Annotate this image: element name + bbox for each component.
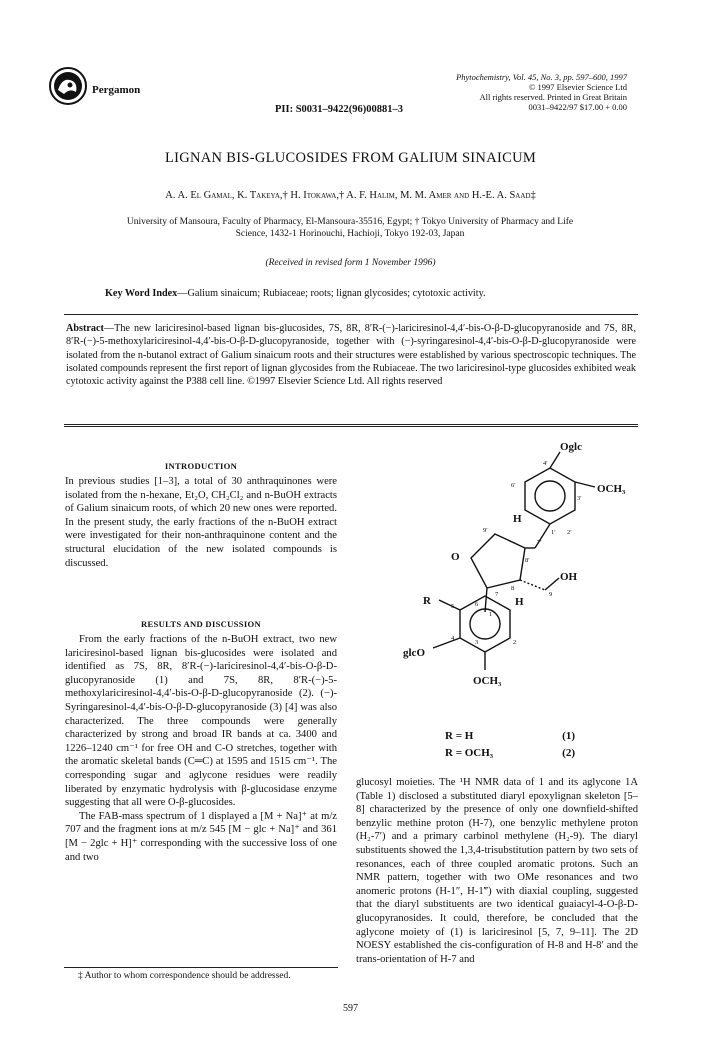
compound-row-1 xyxy=(445,728,575,745)
keywords-label: Key Word Index xyxy=(105,288,178,299)
right-column-text: glucosyl moieties. The ¹H NMR data of 1 and its aglycone 1A (Table 1) disclosed a substituted diaryl epoxylignan skeleton [5–8] characterized by the presence of only one downfield-shifted benzylic methine proton (H-7), one benzylic methylene proton (H₂-7′) and a primary carbinol methylene (H₂-9). The diaryl substituents showed the 1,3,4-trisubstitution pattern by two sets of resonances, each of three coupled aromatic protons. Such an NMR pattern, together with two OMe resonances and two anomeric protons (H-1″, H-1‴) with diaxial coupling, suggested that the diaryl substituents are two identical guaiacyl-4-O-β-D-glucopyranosides. It could, therefore, be concluded that the aglycone moiety of (1) is lariciresinol [5, 7, 9–11]. The 2D NOESY established the cis-configuration of H-8 and H-8′ and the trans-orientation of H-7 and xyxy=(356,777,638,965)
keyword-index xyxy=(105,288,665,299)
introduction-text: In previous studies [1–3], a total of 30 anthraquinones were isolated from the n-hexane, Et₂O, CH₂Cl₂ and n-BuOH extracts of Galium sinaicum roots, of which 20 new ones were reported. In the present study, the early fractions of the n-BuOH extract were investigated for their non-anthraquinone content and the structural elucidation of the new isolated compounds is discussed. xyxy=(65,476,337,569)
compound-table xyxy=(445,728,575,762)
page-number: 597 xyxy=(343,1003,358,1014)
chemical-structure xyxy=(355,440,635,710)
pergamon-logo-icon xyxy=(48,66,88,106)
copyright-line: © 1997 Elsevier Science Ltd xyxy=(528,82,627,92)
price-line: 0031–9422/97 $17.00 + 0.00 xyxy=(528,102,627,112)
upper-aromatic-ring xyxy=(525,468,575,524)
label-6p: 6′ xyxy=(511,482,516,489)
lower-ring-aromatic-circle xyxy=(470,609,500,639)
abstract xyxy=(66,322,636,388)
top-divider xyxy=(64,314,638,315)
label-4p: 4′ xyxy=(543,460,548,467)
compound-1-formula: R = H xyxy=(445,730,474,742)
h-top-label: H xyxy=(513,513,522,525)
abstract-divider xyxy=(64,424,638,427)
bond-8-9 xyxy=(520,580,545,590)
upper-och3-label: OCH₃ xyxy=(597,483,626,495)
label-6: 6 xyxy=(475,601,479,608)
label-8p: 8′ xyxy=(525,557,530,564)
label-5: 5 xyxy=(451,603,455,610)
introduction-heading: INTRODUCTION xyxy=(164,461,238,471)
o-ring-label: O xyxy=(451,551,460,563)
label-7: 7 xyxy=(495,591,499,598)
oh-label: OH xyxy=(560,571,578,583)
results-text xyxy=(65,633,337,864)
label-7p: 7′ xyxy=(537,539,542,546)
r-bond xyxy=(439,600,460,610)
label-9: 9 xyxy=(549,591,553,598)
abstract-text: —The new lariciresinol-based lignan bis-glucosides, 7S, 8R, 8′R-(−)-lariciresinol-4,4′-bis-O-β-D-glucopyranoside and 7S, 8R, 8′R-(−)-5-methoxylariciresinol-4,4′-bis-O-β-D-glucopyranoside, together with (−)-syringaresinol-4,4′-bis-O-β-D-glucopyranoside were isolated from the n-butanol extract of Galium sinaicum roots and their structures were established by various spectroscopic techniques. The isolated compounds represent the first report of lignan glycosides from the Rubiaceae. The two lariciresinol-type glucosides exhibited weak cytotoxic activity against the P388 cell line. ©1997 Elsevier Science Ltd. All rights reserved xyxy=(66,323,636,388)
publisher-logo xyxy=(48,66,88,106)
lower-och3-label: OCH₃ xyxy=(473,675,502,687)
article-title-text: LIGNAN BIS-GLUCOSIDES FROM GALIUM SINAICUM xyxy=(164,150,537,166)
label-3p: 3′ xyxy=(577,495,582,502)
label-1: 1 xyxy=(489,611,493,618)
label-2p: 2′ xyxy=(567,529,572,536)
oglc-bond xyxy=(550,452,560,468)
label-8: 8 xyxy=(511,585,515,592)
results-heading: RESULTS AND DISCUSSION xyxy=(141,619,261,629)
affiliation-line-1: University of Mansoura, Faculty of Pharmacy, El-Mansoura-35516, Egypt; † Tokyo University of Pharmacy and Life xyxy=(126,217,574,227)
publisher-name: Pergamon xyxy=(92,84,141,96)
lignan-structure-diagram xyxy=(355,440,635,710)
rights-line: All rights reserved. Printed in Great Britain xyxy=(479,92,627,102)
footnote: ‡ Author to whom correspondence should be addressed. xyxy=(78,971,291,981)
glco-bond xyxy=(433,638,460,648)
received-date: (Received in revised form 1 November 1996) xyxy=(265,258,436,268)
label-3: 3 xyxy=(475,639,479,646)
results-paragraph-2: The FAB-mass spectrum of 1 displayed a [M + Na]⁺ at m/z 707 and the fragment ions at m/z 545 [M − glc + Na]⁺ and 361 [M − 2glc + H]⁺ corresponding with the successive loss of one and two xyxy=(65,810,337,863)
glco-label: glcO xyxy=(403,647,425,659)
keywords-text: —Galium sinaicum; Rubiaceae; roots; lignan glycosides; cytotoxic activity. xyxy=(177,288,486,299)
affiliation-line-2: Science, 1432-1 Horinouchi, Hachioji, Tokyo 192-03, Japan xyxy=(235,229,465,239)
oglc-label: Oglc xyxy=(560,441,582,453)
compound-2-formula: R = OCH₃ xyxy=(445,747,494,759)
tetrahydrofuran-ring xyxy=(471,534,525,588)
abstract-label: Abstract xyxy=(66,323,104,334)
compound-2-id: (2) xyxy=(562,747,575,759)
footnote-divider xyxy=(64,967,338,968)
results-paragraph-1: From the early fractions of the n-BuOH extract, two new lariciresinol-based lignan bis-glucosides were isolated and identified as 7S, 8R, 8′R-(−)-lariciresinol-4,4′-bis-O-β-D-glucopyranoside (1) and 7S, 8R, 8′R-(−)-5-methoxylariciresinol-4,4′-bis-O-β-D-glucopyranoside (2). (−)-Syringaresinol-4,4′-bis-O-β-D-glucopyranoside (3) [4] was also characterized. The three compounds were generally characterized by strong and broad IR bands at ca. 3400 and 1226–1240 cm⁻¹ for free OH and C-O stretches, together with the aromatic skeletal bands (C═C) at 1595 and 1515 cm⁻¹. The corresponding sugar and aglycone residues were readily liberated by enzymatic hydrolysis with β-glucosidase enzyme suggesting that all were O-β-glucosides. xyxy=(65,634,337,809)
bond-9-oh xyxy=(545,578,559,590)
journal-citation: Phytochemistry, Vol. 45, No. 3, pp. 597–600, 1997 xyxy=(456,72,627,82)
label-9p: 9′ xyxy=(483,527,488,534)
upper-ring-aromatic-circle xyxy=(535,481,565,511)
label-1p: 1′ xyxy=(551,529,556,536)
label-2: 2 xyxy=(513,639,517,646)
label-4: 4 xyxy=(451,635,455,642)
pii-code: PII: S0031–9422(96)00881–3 xyxy=(275,104,404,115)
h-mid-label: H xyxy=(515,596,524,608)
upper-och3-bond xyxy=(575,482,595,487)
r-label: R xyxy=(423,595,431,607)
article-title xyxy=(0,150,701,167)
author-list: A. A. El Gamal, K. Takeya,† H. Itokawa,† A. F. Halim, M. M. Amer and H.-E. A. Saad‡ xyxy=(165,190,536,201)
compound-1-id: (1) xyxy=(562,730,575,742)
affiliation xyxy=(40,216,660,240)
compound-row-2 xyxy=(445,745,575,762)
